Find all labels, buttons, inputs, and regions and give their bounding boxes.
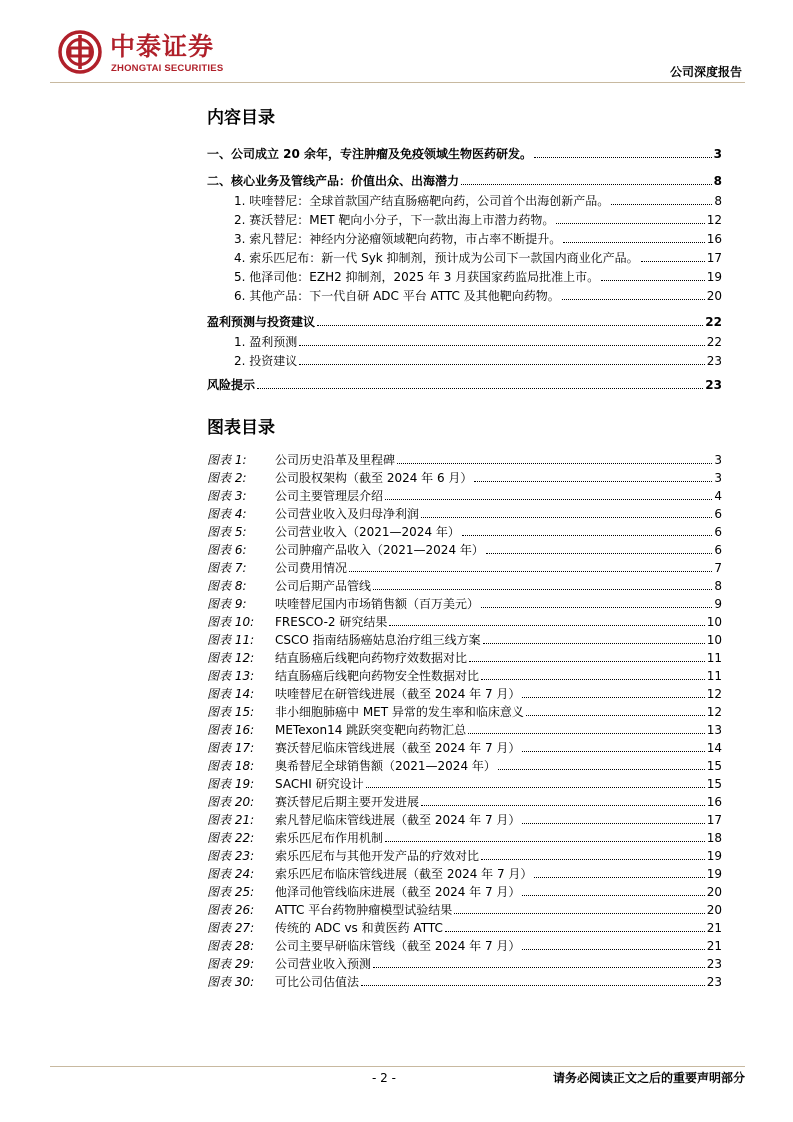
figure-entry-page: 7 [714, 561, 722, 575]
leader-dots [483, 643, 705, 644]
figure-entry-page: 19 [706, 867, 722, 881]
figure-entry-page: 20 [706, 903, 722, 917]
toc-entry[interactable] [234, 229, 722, 246]
leader-dots [522, 949, 704, 950]
figure-label: 图表 14: [207, 687, 255, 701]
leader-dots [522, 751, 704, 752]
figure-entry-text: 公司主要管理层介绍 [275, 489, 384, 503]
toc-entry-text: 5. 他泽司他：EZH2 抑制剂，2025 年 3 月获国家药监局批准上市。 [234, 270, 600, 284]
figure-entry-page: 4 [714, 489, 722, 503]
figure-entry[interactable] [207, 810, 722, 827]
figure-entry-page: 17 [706, 813, 722, 827]
figure-entry[interactable] [207, 666, 722, 683]
figure-label: 图表 2: [207, 471, 247, 485]
toc-entry[interactable] [234, 248, 722, 265]
toc-entry[interactable] [207, 171, 722, 188]
header-divider [50, 82, 745, 83]
figure-entry[interactable] [207, 612, 722, 629]
figure-entry[interactable] [207, 972, 722, 989]
figure-entry-text: 公司后期产品管线 [275, 579, 372, 593]
figure-label: 图表 19: [207, 777, 255, 791]
leader-dots [481, 679, 705, 680]
figure-entry-text: 索乐匹尼布与其他开发产品的疗效对比 [275, 849, 480, 863]
figure-entry-text: 传统的 ADC vs 和黄医药 ATTC [275, 921, 443, 935]
toc-entry-text: 风险提示 [207, 378, 256, 392]
figure-entry[interactable] [207, 630, 722, 647]
toc-entry-text: 1. 盈利预测 [234, 335, 298, 349]
figure-entry[interactable] [207, 828, 722, 845]
figure-label: 图表 22: [207, 831, 255, 845]
toc-entry[interactable] [234, 351, 722, 368]
figure-label: 图表 13: [207, 669, 255, 683]
figure-entry[interactable] [207, 918, 722, 935]
figure-label: 图表 11: [207, 633, 255, 647]
leader-dots [445, 931, 705, 932]
leader-dots [534, 157, 712, 158]
leader-dots [469, 661, 705, 662]
figure-label: 图表 5: [207, 525, 247, 539]
figure-label: 图表 25: [207, 885, 255, 899]
figure-label: 图表 30: [207, 975, 255, 989]
figure-entry-text: 索乐匹尼布作用机制 [275, 831, 384, 845]
toc-entry-page: 19 [706, 270, 722, 284]
figure-label: 图表 8: [207, 579, 247, 593]
toc-entry-page: 23 [705, 378, 722, 392]
figure-entry[interactable] [207, 450, 722, 467]
figure-entry[interactable] [207, 468, 722, 485]
leader-dots [522, 823, 704, 824]
figures-title: 图表目录 [207, 418, 275, 438]
toc-entry[interactable] [207, 312, 722, 329]
figure-label: 图表 21: [207, 813, 255, 827]
logo-chinese-name: 中泰证券 [110, 32, 215, 61]
figure-entry-text: 公司历史沿革及里程碑 [275, 453, 396, 467]
toc-entry-page: 22 [706, 335, 722, 349]
toc-entry[interactable] [234, 286, 722, 303]
figure-entry-page: 19 [706, 849, 722, 863]
figure-entry-text: 可比公司估值法 [275, 975, 360, 989]
figure-entry-text: 公司营业收入（2021—2024 年） [275, 525, 460, 539]
figure-entry-page: 10 [706, 633, 722, 647]
figure-entry-page: 6 [714, 507, 722, 521]
figure-entry-page: 12 [706, 687, 722, 701]
toc-entry-page: 8 [713, 174, 722, 188]
leader-dots [462, 535, 712, 536]
figure-entry-text: FRESCO-2 研究结果 [275, 615, 388, 629]
figure-entry-page: 16 [706, 795, 722, 809]
figure-entry-page: 13 [706, 723, 722, 737]
leader-dots [454, 913, 705, 914]
leader-dots [361, 985, 705, 986]
figure-entry-text: 索凡替尼临床管线进展（截至 2024 年 7 月） [275, 813, 521, 827]
figure-entry-text: 呋喹替尼在研管线进展（截至 2024 年 7 月） [275, 687, 521, 701]
leader-dots [299, 364, 704, 365]
leader-dots [611, 204, 712, 205]
figure-label: 图表 1: [207, 453, 247, 467]
figure-entry-page: 23 [706, 957, 722, 971]
figure-label: 图表 4: [207, 507, 247, 521]
figure-entry-page: 3 [714, 471, 722, 485]
figure-label: 图表 16: [207, 723, 255, 737]
figure-entry-page: 11 [706, 651, 722, 665]
leader-dots [349, 571, 712, 572]
figure-entry-page: 21 [706, 939, 722, 953]
figure-entry[interactable] [207, 846, 722, 863]
figure-entry-text: 非小细胞肺癌中 MET 异常的发生率和临床意义 [275, 705, 524, 719]
figure-entry-text: 结直肠癌后线靶向药物疗效数据对比 [275, 651, 468, 665]
figure-entry-text: SACHI 研究设计 [275, 777, 364, 791]
figure-entry-page: 15 [706, 759, 722, 773]
figure-label: 图表 28: [207, 939, 255, 953]
figure-entry[interactable] [207, 540, 722, 557]
figure-entry-page: 6 [714, 525, 722, 539]
toc-entry-page: 3 [713, 147, 722, 161]
figure-entry-page: 23 [706, 975, 722, 989]
zhongtai-logo-icon [58, 30, 102, 74]
figure-entry-page: 9 [714, 597, 722, 611]
leader-dots [601, 280, 705, 281]
leader-dots [562, 299, 705, 300]
figure-label: 图表 15: [207, 705, 255, 719]
figure-label: 图表 3: [207, 489, 247, 503]
figure-entry-text: 索乐匹尼布临床管线进展（截至 2024 年 7 月） [275, 867, 533, 881]
figure-entry-text: 公司营业收入预测 [275, 957, 372, 971]
page-header [50, 30, 750, 90]
figure-entry[interactable] [207, 954, 722, 971]
leader-dots [373, 967, 705, 968]
figure-label: 图表 27: [207, 921, 255, 935]
figure-entry-page: 18 [706, 831, 722, 845]
toc-entry[interactable] [234, 332, 722, 349]
figure-entry-text: 呋喹替尼国内市场销售额（百万美元） [275, 597, 480, 611]
figure-entry-text: 公司肿瘤产品收入（2021—2024 年） [275, 543, 484, 557]
figure-label: 图表 9: [207, 597, 247, 611]
toc-entry-text: 1. 呋喹替尼：全球首款国产结直肠癌靶向药，公司首个出海创新产品。 [234, 194, 610, 208]
page-number: - 2 - [372, 1071, 396, 1085]
toc-entry-text: 二、核心业务及管线产品：价值出众、出海潜力 [207, 174, 460, 188]
figure-entry-text: CSCO 指南结肠癌姑息治疗组三线方案 [275, 633, 481, 647]
toc-entry-text: 2. 赛沃替尼：MET 靶向小分子，下一款出海上市潜力药物。 [234, 213, 555, 227]
toc-entry-page: 17 [706, 251, 722, 265]
figure-entry-page: 3 [714, 453, 722, 467]
figure-entry-text: 公司费用情况 [275, 561, 348, 575]
figure-entry[interactable] [207, 648, 722, 665]
leader-dots [563, 242, 704, 243]
leader-dots [317, 325, 703, 326]
figure-entry-text: 公司营业收入及归母净利润 [275, 507, 420, 521]
toc-entry[interactable] [234, 267, 722, 284]
leader-dots [385, 841, 705, 842]
figure-entry[interactable] [207, 900, 722, 917]
toc-entry-text: 一、公司成立 20 余年，专注肿瘤及免疫领域生物医药研发。 [207, 147, 533, 161]
figure-label: 图表 12: [207, 651, 255, 665]
toc-entry-text: 6. 其他产品：下一代自研 ADC 平台 ATTC 及其他靶向药物。 [234, 289, 560, 303]
leader-dots [366, 787, 705, 788]
leader-dots [421, 517, 712, 518]
leader-dots [474, 481, 712, 482]
footer-divider [50, 1066, 745, 1067]
figure-entry-page: 6 [714, 543, 722, 557]
figure-entry-text: 公司股权架构（截至 2024 年 6 月） [275, 471, 473, 485]
leader-dots [421, 805, 705, 806]
figure-entry-page: 14 [706, 741, 722, 755]
toc-entry[interactable] [234, 210, 722, 227]
leader-dots [481, 607, 712, 608]
figure-entry[interactable] [207, 504, 722, 521]
figure-entry[interactable] [207, 486, 722, 503]
leader-dots [534, 877, 704, 878]
leader-dots [556, 223, 704, 224]
figure-entry[interactable] [207, 864, 722, 881]
toc-entry[interactable] [207, 144, 722, 161]
figure-entry-page: 10 [706, 615, 722, 629]
toc-entry-page: 12 [706, 213, 722, 227]
figure-entry-text: 赛沃替尼后期主要开发进展 [275, 795, 420, 809]
figure-entry[interactable] [207, 594, 722, 611]
figure-label: 图表 26: [207, 903, 255, 917]
figure-entry[interactable] [207, 756, 722, 773]
figure-entry-page: 12 [706, 705, 722, 719]
toc-entry-text: 盈利预测与投资建议 [207, 315, 316, 329]
figure-entry[interactable] [207, 720, 722, 737]
figure-label: 图表 20: [207, 795, 255, 809]
leader-dots [389, 625, 704, 626]
figure-entry-text: 赛沃替尼临床管线进展（截至 2024 年 7 月） [275, 741, 521, 755]
figure-entry-text: 他泽司他管线临床进展（截至 2024 年 7 月） [275, 885, 521, 899]
figure-label: 图表 10: [207, 615, 255, 629]
figure-entry[interactable] [207, 792, 722, 809]
figure-entry-page: 21 [706, 921, 722, 935]
toc-entry-text: 2. 投资建议 [234, 354, 298, 368]
figure-entry-page: 15 [706, 777, 722, 791]
figure-entry[interactable] [207, 738, 722, 755]
leader-dots [257, 388, 703, 389]
leader-dots [481, 859, 705, 860]
leader-dots [498, 769, 705, 770]
logo-english-name: ZHONGTAI SECURITIES [111, 63, 224, 74]
toc-entry[interactable] [207, 375, 722, 392]
figure-label: 图表 7: [207, 561, 247, 575]
figure-entry-text: 奥希替尼全球销售额（2021—2024 年） [275, 759, 496, 773]
figure-entry[interactable] [207, 774, 722, 791]
figure-entry[interactable] [207, 936, 722, 953]
figure-entry-text: 公司主要早研临床管线（截至 2024 年 7 月） [275, 939, 521, 953]
leader-dots [461, 184, 712, 185]
toc-entry-page: 8 [714, 194, 722, 208]
figure-entry-text: ATTC 平台药物肿瘤模型试验结果 [275, 903, 453, 917]
toc-entry-page: 22 [705, 315, 722, 329]
figure-entry[interactable] [207, 558, 722, 575]
figure-label: 图表 23: [207, 849, 255, 863]
report-type-label: 公司深度报告 [669, 65, 742, 79]
figure-label: 图表 6: [207, 543, 247, 557]
disclaimer-note: 请务必阅读正文之后的重要声明部分 [552, 1071, 745, 1085]
leader-dots [522, 895, 704, 896]
toc-entry-page: 16 [706, 232, 722, 246]
figure-label: 图表 24: [207, 867, 255, 881]
leader-dots [373, 589, 712, 590]
figure-entry[interactable] [207, 882, 722, 899]
figure-label: 图表 17: [207, 741, 255, 755]
figure-entry[interactable] [207, 684, 722, 701]
figure-entry-page: 11 [706, 669, 722, 683]
figure-entry-text: 结直肠癌后线靶向药物安全性数据对比 [275, 669, 480, 683]
figure-label: 图表 29: [207, 957, 255, 971]
figure-entry[interactable] [207, 522, 722, 539]
figure-entry[interactable] [207, 702, 722, 719]
toc-entry-page: 20 [706, 289, 722, 303]
leader-dots [641, 261, 705, 262]
figure-label: 图表 18: [207, 759, 255, 773]
toc-entry[interactable] [234, 191, 722, 208]
toc-entry-page: 23 [706, 354, 722, 368]
leader-dots [299, 345, 704, 346]
toc-entry-text: 4. 索乐匹尼布：新一代 Syk 抑制剂，预计成为公司下一款国内商业化产品。 [234, 251, 639, 265]
leader-dots [526, 715, 705, 716]
figure-entry[interactable] [207, 576, 722, 593]
contents-title: 内容目录 [207, 108, 275, 128]
leader-dots [522, 697, 704, 698]
figure-entry-text: METexon14 跳跃突变靶向药物汇总 [275, 723, 467, 737]
figure-entry-page: 20 [706, 885, 722, 899]
leader-dots [486, 553, 712, 554]
figure-entry-page: 8 [714, 579, 722, 593]
leader-dots [468, 733, 705, 734]
leader-dots [397, 463, 712, 464]
toc-entry-text: 3. 索凡替尼：神经内分泌瘤领域靶向药物，市占率不断提升。 [234, 232, 562, 246]
leader-dots [385, 499, 712, 500]
